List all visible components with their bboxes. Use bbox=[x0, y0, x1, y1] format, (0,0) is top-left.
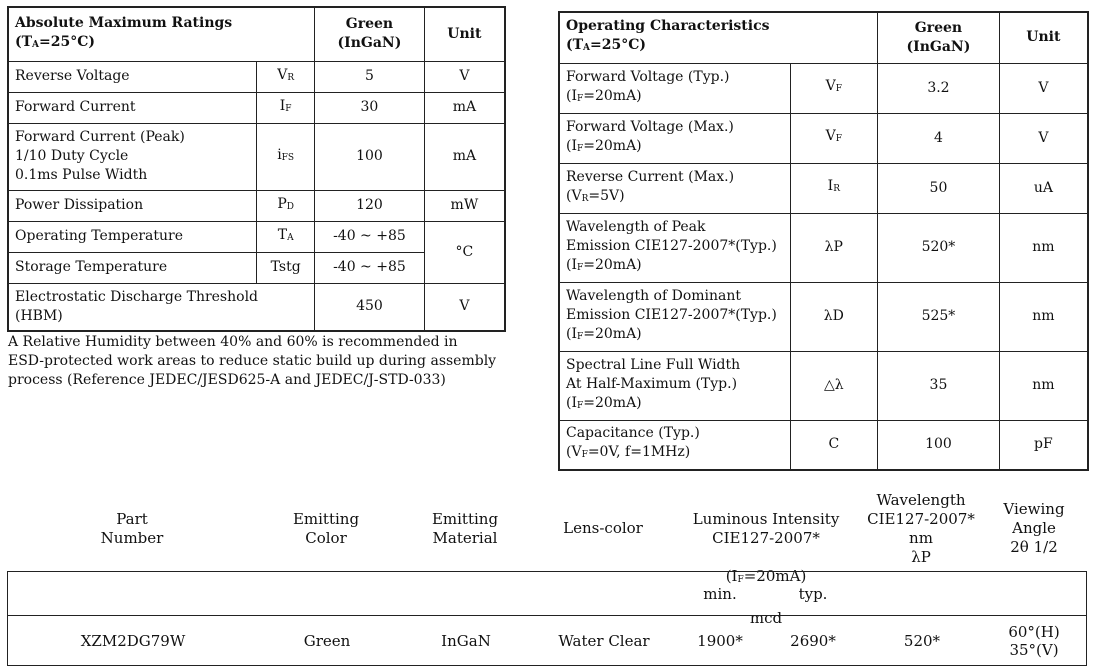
header-wavelength: Wavelength CIE127-2007* nm λP bbox=[867, 491, 975, 566]
table-row bbox=[559, 213, 1088, 282]
header-luminous-intensity: Luminous Intensity CIE127-2007* $(I_F=20mA)$ mcd bbox=[692, 510, 840, 627]
oc-condition: $(T_A=25^\circ C)$ bbox=[566, 37, 647, 54]
value: 3.2 bbox=[878, 63, 1000, 113]
cell-viewing-angle: 60°(H) 35°(V) bbox=[1008, 623, 1060, 659]
symbol: $V_F$ bbox=[790, 113, 878, 163]
param: Spectral Line Full Width At Half-Maximum (Typ.) $(I_F=20mA)$ bbox=[559, 351, 790, 420]
absolute-maximum-ratings-table bbox=[7, 6, 506, 332]
cell-lens-color: Water Clear bbox=[558, 632, 650, 650]
symbol: $V_R$ bbox=[257, 61, 315, 92]
table-row bbox=[559, 63, 1088, 113]
unit: pF bbox=[999, 420, 1088, 470]
table-row bbox=[559, 351, 1088, 420]
header-viewing-angle: Viewing Angle 2θ 1/2 bbox=[1003, 500, 1065, 556]
value: 35 bbox=[878, 351, 1000, 420]
oc-col-unit: Unit bbox=[999, 12, 1088, 63]
table-row bbox=[8, 221, 505, 252]
cell-emitting-material: InGaN bbox=[441, 632, 491, 650]
table-row bbox=[8, 283, 505, 331]
table-row bbox=[8, 92, 505, 123]
value: 525* bbox=[878, 282, 1000, 351]
symbol: $V_F$ bbox=[790, 63, 878, 113]
amr-title-cell bbox=[8, 7, 315, 61]
param: Electrostatic Discharge Threshold (HBM) bbox=[8, 283, 315, 331]
operating-characteristics-table bbox=[558, 11, 1089, 471]
param: Forward Current (Peak) 1/10 Duty Cycle 0.1ms Pulse Width bbox=[8, 123, 257, 190]
amr-title: Absolute Maximum Ratings bbox=[15, 14, 233, 31]
param: Capacitance (Typ.) ($V_F=0V$, f=1MHz) bbox=[559, 420, 790, 470]
value: 30 bbox=[315, 92, 425, 123]
esd-note: A Relative Humidity between 40% and 60% is recommended in ESD-protected work areas to reduce static build up during assembly process (Reference JEDEC/JESD625-A and JEDEC/J-STD-033) bbox=[8, 334, 497, 388]
unit: nm bbox=[999, 351, 1088, 420]
sub-min-label: min. bbox=[703, 585, 737, 603]
symbol: $T_A$ bbox=[257, 221, 315, 252]
symbol: △λ bbox=[790, 351, 878, 420]
amr-col-green: Green (InGaN) bbox=[315, 7, 425, 61]
param: Reverse Voltage bbox=[8, 61, 257, 92]
param: Forward Voltage (Max.) $(I_F=20mA)$ bbox=[559, 113, 790, 163]
value: 100 bbox=[878, 420, 1000, 470]
unit: V bbox=[424, 283, 505, 331]
symbol: λD bbox=[790, 282, 878, 351]
value: -40 ~ +85 bbox=[315, 221, 425, 252]
unit: V bbox=[424, 61, 505, 92]
oc-title-cell bbox=[559, 12, 878, 63]
cell-wavelength: 520* bbox=[903, 632, 941, 650]
unit: nm bbox=[999, 282, 1088, 351]
cell-emitting-color: Green bbox=[303, 632, 351, 650]
param: Wavelength of Dominant Emission CIE127-2007*(Typ.) $(I_F=20mA)$ bbox=[559, 282, 790, 351]
value: -40 ~ +85 bbox=[315, 252, 425, 283]
param: Operating Temperature bbox=[8, 221, 257, 252]
unit: mA bbox=[424, 123, 505, 190]
param: Wavelength of Peak Emission CIE127-2007*(Typ.) $(I_F=20mA)$ bbox=[559, 213, 790, 282]
cell-part-number: XZM2DG79W bbox=[80, 632, 186, 650]
unit: uA bbox=[999, 163, 1088, 213]
divider bbox=[8, 615, 1086, 616]
unit: mA bbox=[424, 92, 505, 123]
unit: V bbox=[999, 63, 1088, 113]
product-table bbox=[7, 571, 1087, 666]
table-row bbox=[8, 190, 505, 221]
value: 5 bbox=[315, 61, 425, 92]
sub-typ-label: typ. bbox=[798, 585, 828, 603]
table-row bbox=[559, 282, 1088, 351]
symbol: C bbox=[790, 420, 878, 470]
table-row bbox=[559, 420, 1088, 470]
value: 100 bbox=[315, 123, 425, 190]
param: Forward Current bbox=[8, 92, 257, 123]
header-emitting-color: Emitting Color bbox=[292, 510, 360, 547]
table-row bbox=[8, 123, 505, 190]
symbol: $P_D$ bbox=[257, 190, 315, 221]
amr-condition: $(T_A=25^\circ C)$ bbox=[15, 33, 96, 50]
symbol: $i_{FS}$ bbox=[257, 123, 315, 190]
cell-luminous-typ: 2690* bbox=[790, 632, 836, 650]
symbol: $I_R$ bbox=[790, 163, 878, 213]
header-emitting-material: Emitting Material bbox=[431, 510, 499, 547]
table-row bbox=[8, 61, 505, 92]
oc-title: Operating Characteristics bbox=[566, 18, 770, 35]
value: 520* bbox=[878, 213, 1000, 282]
value: 4 bbox=[878, 113, 1000, 163]
header-lens-color: Lens-color bbox=[563, 519, 643, 537]
symbol: λP bbox=[790, 213, 878, 282]
param: Forward Voltage (Typ.) $(I_F=20mA)$ bbox=[559, 63, 790, 113]
value: 50 bbox=[878, 163, 1000, 213]
amr-col-unit: Unit bbox=[424, 7, 505, 61]
value: 450 bbox=[315, 283, 425, 331]
unit: nm bbox=[999, 213, 1088, 282]
unit: mW bbox=[424, 190, 505, 221]
table-row bbox=[559, 163, 1088, 213]
unit: °C bbox=[424, 221, 505, 283]
header-part-number: Part Number bbox=[100, 510, 164, 547]
symbol: $I_F$ bbox=[257, 92, 315, 123]
param: Storage Temperature bbox=[8, 252, 257, 283]
symbol: Tstg bbox=[257, 252, 315, 283]
cell-luminous-min: 1900* bbox=[697, 632, 743, 650]
table-row bbox=[559, 113, 1088, 163]
param: Reverse Current (Max.) $(V_R=5V)$ bbox=[559, 163, 790, 213]
oc-col-green: Green (InGaN) bbox=[878, 12, 1000, 63]
unit: V bbox=[999, 113, 1088, 163]
value: 120 bbox=[315, 190, 425, 221]
param: Power Dissipation bbox=[8, 190, 257, 221]
